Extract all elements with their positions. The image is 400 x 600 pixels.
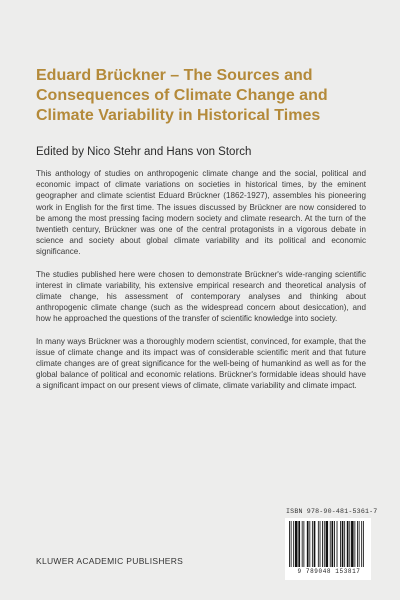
title-rest: – The Sources and Consequences of Climate Change and Climate Variability in Historical Times xyxy=(36,67,328,124)
title-author: Eduard Brückner xyxy=(36,67,166,84)
blurb-paragraph: The studies published here were chosen to demonstrate Brückner's wide-ranging scientific interest in climate variability, his extensive empirical research and theoretical analysis of climate change, his assessment of contemporary analyses and thinking about anthropogenic climate change (such as the widespread concern about desiccation), and how he approached the questions of the transfer of scientific knowledge into society. xyxy=(36,269,366,324)
barcode-icon xyxy=(289,521,369,567)
blurb-paragraph: In many ways Brückner was a thoroughly modern scientist, convinced, for example, that the issue of climate change and its impact was of considerable scientific merit and that future climate changes are of great significance for the well-being of humankind as well as for the global balance of political and economic relations. Brückner's formidable ideas should have a significant impact on our present views of climate, climate variability and climate impact. xyxy=(36,336,366,391)
isbn-label: ISBN 978-90-481-5361-7 xyxy=(286,508,378,515)
barcode xyxy=(285,518,371,580)
blurb xyxy=(36,168,366,403)
barcode-number: 9 789048 153817 xyxy=(297,568,361,575)
book-title xyxy=(36,66,376,126)
publisher-name: KLUWER ACADEMIC PUBLISHERS xyxy=(36,556,184,566)
blurb-paragraph: This anthology of studies on anthropogenic climate change and the social, political and economic impact of climate variations on societies in historical times, by the eminent geographer and climate scientist Eduard Brückner (1862-1927), assembles his pioneering work in English for the first time. The issues discussed by Brückner are now considered to be among the most pressing facing modern society and climate research. At the turn of the twentieth century, Brückner was one of the central protagonists in a vigorous debate in science and society about global climate variability and its political and economic significance. xyxy=(36,169,366,257)
editors-line: Edited by Nico Stehr and Hans von Storch xyxy=(36,146,252,158)
